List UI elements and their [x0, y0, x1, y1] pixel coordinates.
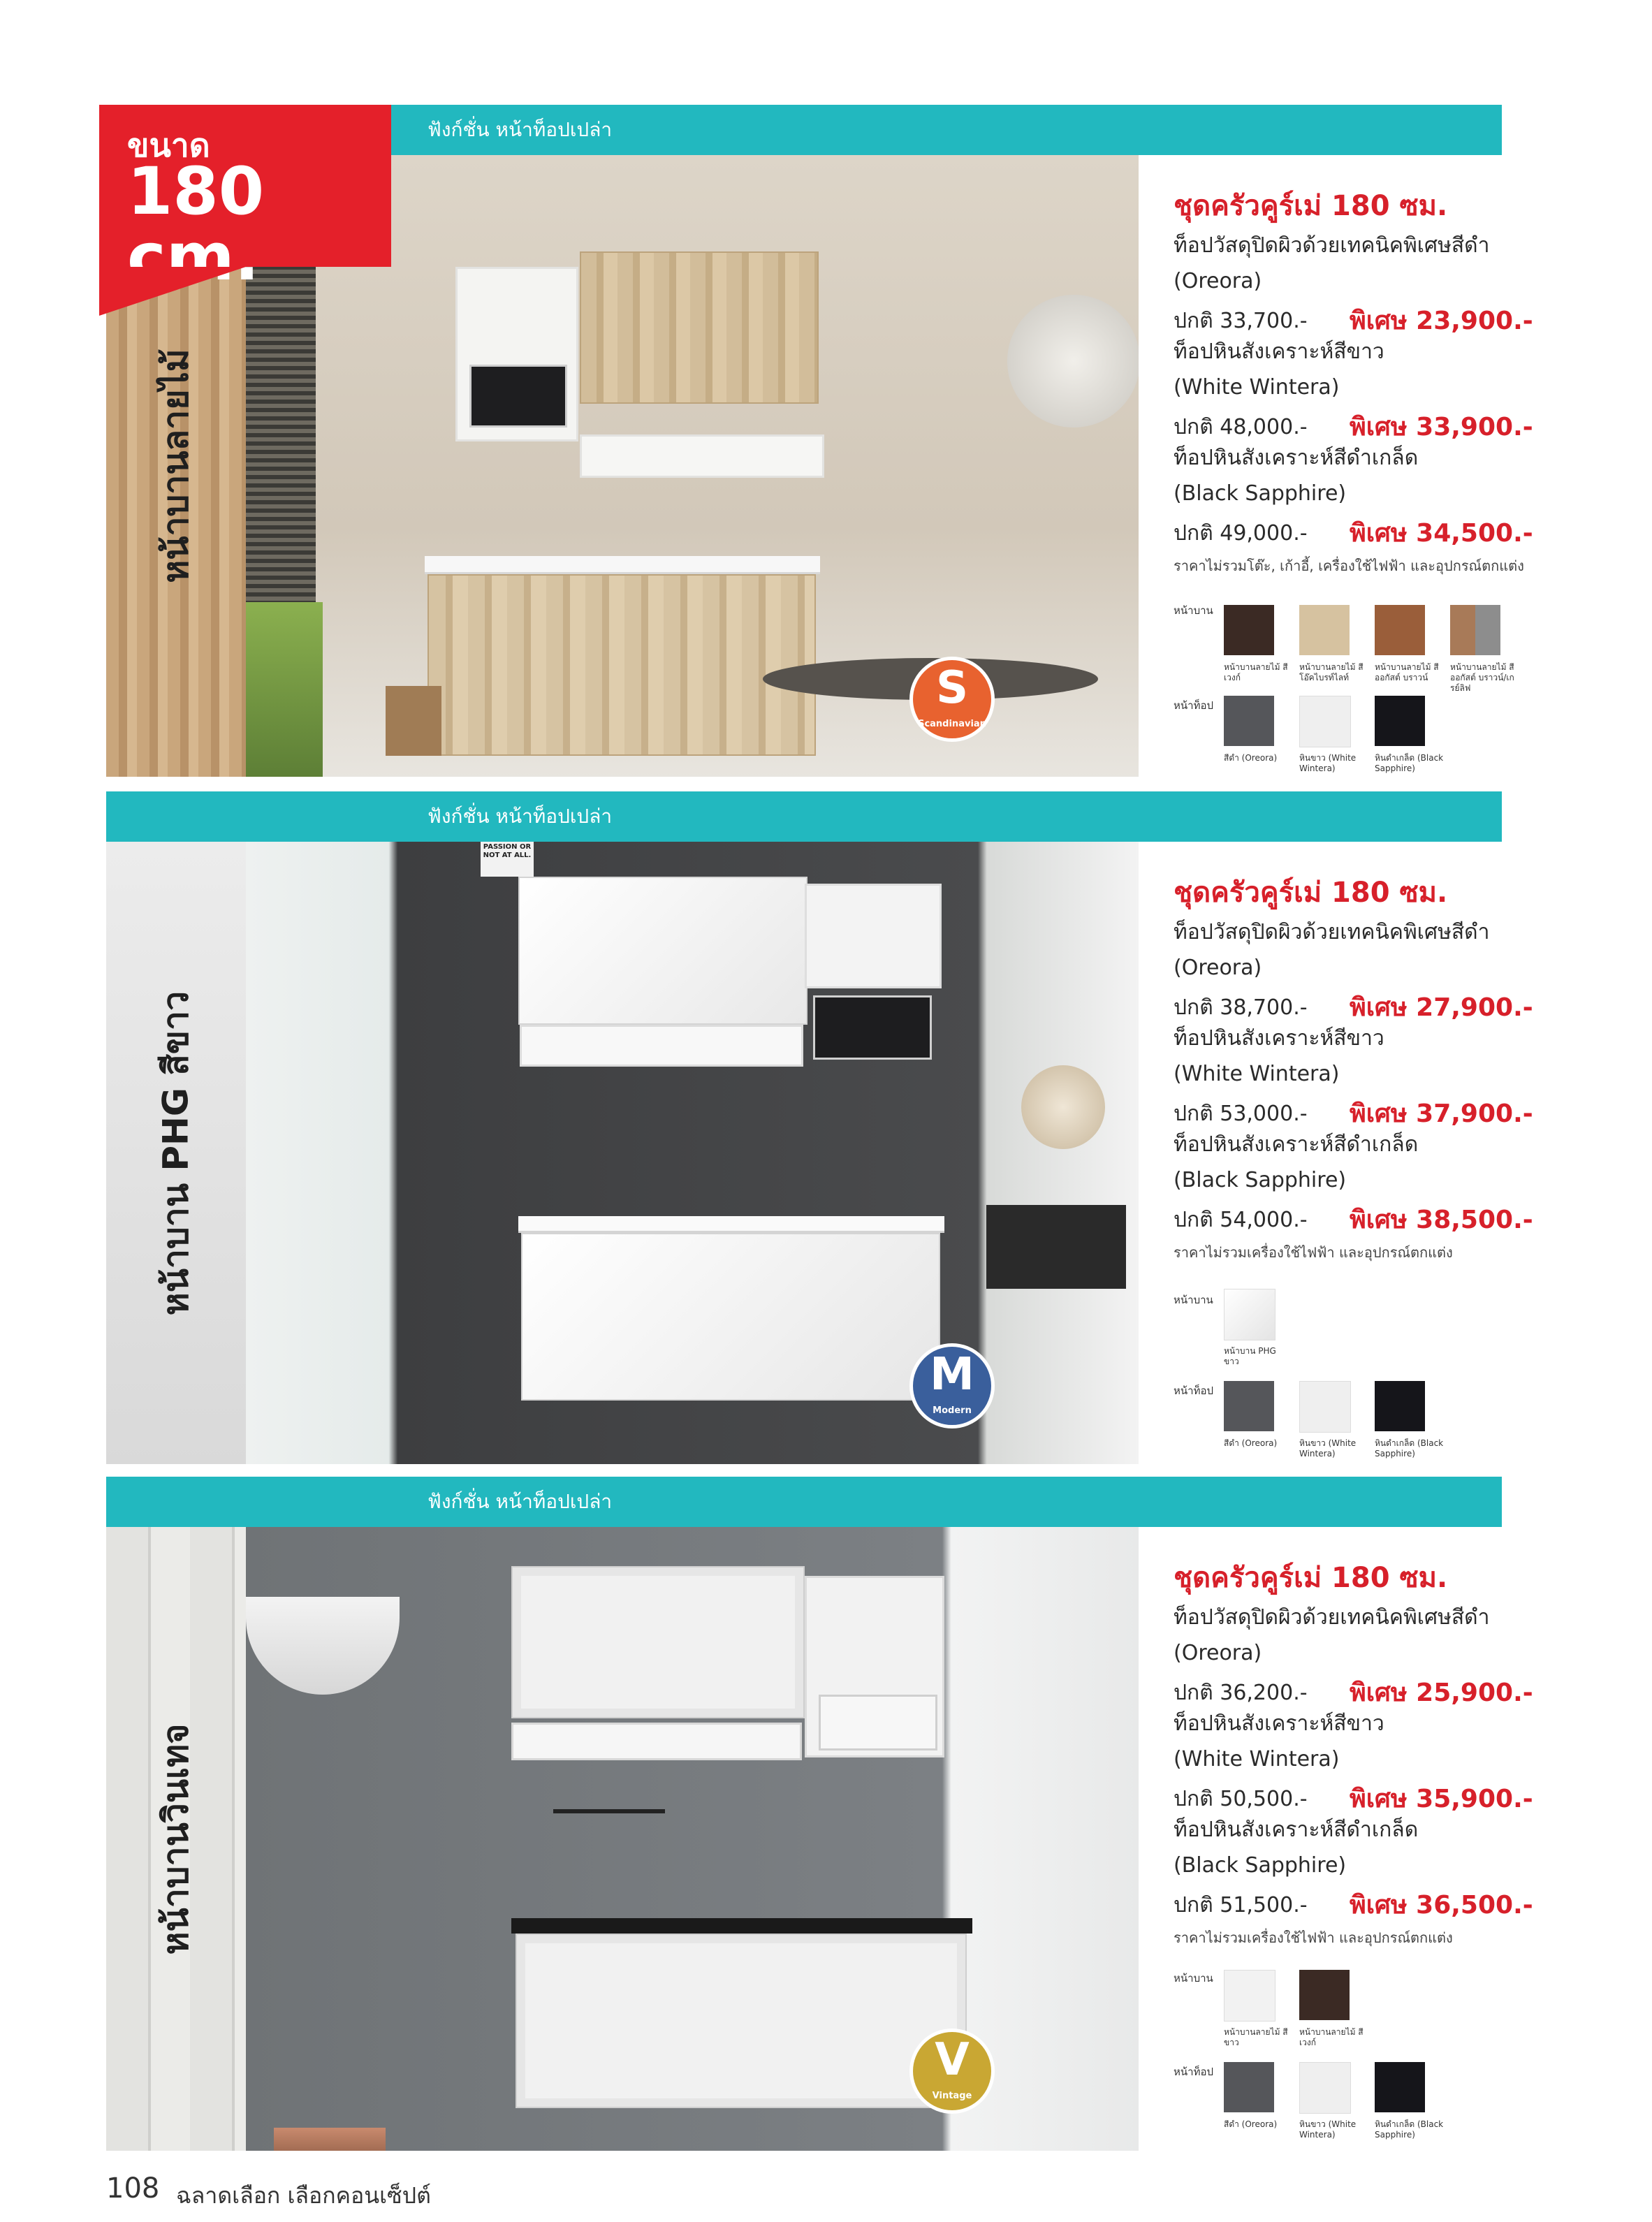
top-swatch-label: หน้าท็อป	[1174, 699, 1213, 712]
option-code: (White Wintera)	[1174, 1747, 1340, 1771]
product-photo	[246, 842, 1139, 1464]
special-price: พิเศษ 37,900.-	[1350, 1099, 1533, 1128]
top-swatch	[1375, 1381, 1425, 1431]
regular-price: ปกติ 33,700.-	[1174, 309, 1308, 333]
banner-label: ฟังก์ชั่น หน้าท็อปเปล่า	[427, 805, 613, 828]
price-row	[1174, 1199, 1533, 1234]
countertop	[518, 1216, 944, 1233]
special-price: พิเศษ 33,900.-	[1350, 413, 1533, 441]
door-swatch-caption: หน้าบานลายไม้ สีขาว	[1224, 2027, 1288, 2047]
upper-cabinet	[580, 251, 819, 404]
style-badge	[909, 657, 995, 742]
product-info	[1174, 183, 1533, 577]
regular-price: ปกติ 38,700.-	[1174, 995, 1308, 1020]
price-row	[1174, 513, 1533, 548]
book-stack	[274, 2128, 386, 2151]
badge-word: Modern	[933, 1405, 972, 1416]
top-swatch	[1299, 696, 1351, 747]
top-swatch	[1375, 696, 1425, 746]
door-swatch-label: หน้าบาน	[1174, 1294, 1213, 1306]
page-number: 108	[106, 2172, 160, 2205]
option-name: ท็อปวัสดุปิดผิวด้วยเทคนิคพิเศษสีดำ	[1174, 1605, 1490, 1630]
option-name: ท็อปหินสังเคราะห์สีขาว	[1174, 1711, 1384, 1736]
badge-letter: S	[935, 662, 969, 714]
door-swatch	[1450, 605, 1500, 655]
door-swatch	[1224, 1970, 1275, 2022]
open-shelf-unit	[805, 884, 942, 988]
option-name: ท็อปวัสดุปิดผิวด้วยเทคนิคพิเศษสีดำ	[1174, 233, 1490, 258]
utensil-rail	[553, 1809, 665, 1813]
top-swatch-caption: หินดำเกล็ด (Black Sapphire)	[1375, 2119, 1444, 2140]
price-row	[1174, 1778, 1533, 1813]
upper-cabinet	[518, 877, 807, 1025]
side-label: หน้าบาน PHG สีขาว	[155, 991, 196, 1315]
side-panel	[106, 842, 246, 1464]
regular-price: ปกติ 54,000.-	[1174, 1208, 1308, 1232]
price-row	[1174, 300, 1533, 335]
pendant-lamp	[246, 1597, 400, 1695]
top-swatch-caption: หินดำเกล็ด (Black Sapphire)	[1375, 753, 1444, 773]
poster-text: PASSION OR NOT AT ALL.	[483, 843, 532, 859]
option-name: ท็อปหินสังเคราะห์สีดำเกล็ด	[1174, 446, 1419, 470]
top-swatch	[1224, 696, 1274, 746]
top-swatch-caption: สีดำ (Oreora)	[1224, 1438, 1278, 1448]
door-swatch-caption: หน้าบานลายไม้ สีออกัสต์ บราวน์/เกรย์ลิฟ	[1450, 662, 1514, 693]
top-swatch	[1299, 1381, 1351, 1433]
top-swatch	[1375, 2062, 1425, 2112]
door-swatch	[1375, 605, 1425, 655]
top-swatch-caption: สีดำ (Oreora)	[1224, 753, 1278, 763]
banner-label: ฟังก์ชั่น หน้าท็อปเปล่า	[427, 1490, 613, 1513]
base-cabinet	[427, 574, 816, 756]
top-swatch-caption: หินขาว (White Wintera)	[1299, 753, 1357, 773]
price-row	[1174, 407, 1533, 441]
regular-price: ปกติ 53,000.-	[1174, 1102, 1308, 1126]
price-row	[1174, 1093, 1533, 1128]
option-name: ท็อปหินสังเคราะห์สีดำเกล็ด	[1174, 1818, 1419, 1842]
countertop	[511, 1918, 972, 1934]
top-swatch-caption: หินขาว (White Wintera)	[1299, 1438, 1357, 1459]
product-title: ชุดครัวคูร์เม่ 180 ซม.	[1174, 877, 1448, 909]
door-swatch-caption: หน้าบาน PHG ขาว	[1224, 1346, 1276, 1366]
door-swatch-caption: หน้าบานลายไม้ สีเวงก์	[1299, 2027, 1364, 2047]
option-name: ท็อปหินสังเคราะห์สีขาว	[1174, 339, 1384, 364]
base-cabinet	[516, 1934, 967, 2108]
microwave	[813, 995, 932, 1060]
special-price: พิเศษ 38,500.-	[1350, 1206, 1533, 1234]
door-swatch-caption: หน้าบานลายไม้ สีเวงก์	[1224, 662, 1288, 682]
top-swatch	[1299, 2062, 1351, 2114]
door-swatch-caption: หน้าบานลายไม้ สีออกัสต์ บราวน์	[1375, 662, 1439, 682]
option-name: ท็อปวัสดุปิดผิวด้วยเทคนิคพิเศษสีดำ	[1174, 920, 1490, 944]
price-row	[1174, 1672, 1533, 1707]
option-code: (Black Sapphire)	[1174, 1853, 1347, 1878]
pendant-lamp	[1021, 1065, 1105, 1149]
regular-price: ปกติ 49,000.-	[1174, 521, 1308, 546]
door-swatch-label: หน้าบาน	[1174, 604, 1213, 617]
option-name: ท็อปหินสังเคราะห์สีขาว	[1174, 1026, 1384, 1051]
product-info	[1174, 870, 1533, 1264]
top-swatch-label: หน้าท็อป	[1174, 2066, 1213, 2078]
lower-shelf	[520, 1025, 803, 1067]
option-code: (Oreora)	[1174, 956, 1262, 980]
regular-price: ปกติ 36,200.-	[1174, 1681, 1308, 1705]
size-tag-value: 180 cm.	[127, 154, 265, 295]
size-tag	[99, 105, 391, 295]
top-swatch-caption: หินดำเกล็ด (Black Sapphire)	[1375, 1438, 1444, 1459]
section-banner	[106, 791, 1502, 842]
price-row	[1174, 987, 1533, 1022]
door-swatch	[1299, 605, 1350, 655]
regular-price: ปกติ 50,500.-	[1174, 1787, 1308, 1811]
door-swatch-caption: หน้าบานลายไม้ สีโอ๊คไบรท์ไลท์	[1299, 662, 1364, 682]
wall-poster	[481, 842, 534, 877]
price-row	[1174, 1885, 1533, 1920]
side-panel	[106, 1527, 246, 2151]
price-note: ราคาไม่รวมเครื่องใช้ไฟฟ้า และอุปกรณ์ตกแต่ง	[1174, 1244, 1453, 1261]
side-label: หน้าบานลายไม้	[155, 349, 196, 583]
badge-word: Scandinavian	[918, 719, 986, 729]
option-code: (White Wintera)	[1174, 1062, 1340, 1086]
special-price: พิเศษ 35,900.-	[1350, 1785, 1533, 1813]
style-badge	[909, 2029, 995, 2114]
top-swatch-caption: สีดำ (Oreora)	[1224, 2119, 1278, 2129]
option-name: ท็อปหินสังเคราะห์สีดำเกล็ด	[1174, 1132, 1419, 1157]
side-label: หน้าบานวินเทจ	[155, 1723, 196, 1954]
section-banner	[106, 1477, 1502, 1527]
option-code: (Black Sapphire)	[1174, 1168, 1347, 1192]
style-badge	[909, 1343, 995, 1428]
regular-price: ปกติ 51,500.-	[1174, 1893, 1308, 1917]
option-code: (Oreora)	[1174, 269, 1262, 293]
product-title: ชุดครัวคูร์เม่ 180 ซม.	[1174, 190, 1448, 222]
special-price: พิเศษ 27,900.-	[1350, 993, 1533, 1022]
regular-price: ปกติ 48,000.-	[1174, 415, 1308, 439]
product-section-2	[106, 791, 1533, 1464]
price-note: ราคาไม่รวมโต๊ะ, เก้าอี้, เครื่องใช้ไฟฟ้า และอุปกรณ์ตกแต่ง	[1174, 557, 1524, 574]
microwave	[469, 365, 567, 427]
microwave	[819, 1695, 937, 1750]
top-swatch	[1224, 2062, 1274, 2112]
option-code: (Oreora)	[1174, 1641, 1262, 1665]
badge-letter: V	[935, 2034, 970, 2086]
product-photo	[246, 1527, 1139, 2151]
product-section-3	[106, 1477, 1533, 2151]
price-note: ราคาไม่รวมเครื่องใช้ไฟฟ้า และอุปกรณ์ตกแต่ง	[1174, 1929, 1453, 1946]
banner-label: ฟังก์ชั่น หน้าท็อปเปล่า	[427, 118, 613, 141]
top-swatch-caption: หินขาว (White Wintera)	[1299, 2119, 1357, 2140]
product-info	[1174, 1555, 1533, 1949]
top-swatch	[1224, 1381, 1274, 1431]
window-view	[246, 602, 323, 777]
door-swatch	[1224, 1289, 1275, 1340]
top-swatch-label: หน้าท็อป	[1174, 1384, 1213, 1397]
paper-bag	[386, 686, 441, 756]
door-swatch-label: หน้าบาน	[1174, 1972, 1213, 1985]
door-swatch	[1224, 605, 1274, 655]
pendant-lamp	[1007, 295, 1139, 427]
badge-letter: M	[930, 1349, 974, 1401]
badge-word: Vintage	[932, 2091, 972, 2101]
lower-shelf	[580, 434, 824, 478]
lower-shelf	[511, 1723, 802, 1760]
dining-table	[986, 1205, 1126, 1289]
upper-cabinet	[511, 1566, 805, 1718]
special-price: พิเศษ 34,500.-	[1350, 519, 1533, 548]
countertop	[425, 556, 820, 574]
product-title: ชุดครัวคูร์เม่ 180 ซม.	[1174, 1562, 1448, 1594]
size-tag-label: ขนาด	[127, 126, 210, 164]
option-code: (Black Sapphire)	[1174, 481, 1347, 506]
special-price: พิเศษ 36,500.-	[1350, 1891, 1533, 1920]
door-swatch	[1299, 1970, 1350, 2020]
base-cabinet	[521, 1233, 940, 1401]
special-price: พิเศษ 23,900.-	[1350, 307, 1533, 335]
option-code: (White Wintera)	[1174, 375, 1340, 400]
footer-text: ฉลาดเลือก เลือกคอนเซ็ปต์	[176, 2182, 431, 2209]
special-price: พิเศษ 25,900.-	[1350, 1679, 1533, 1707]
